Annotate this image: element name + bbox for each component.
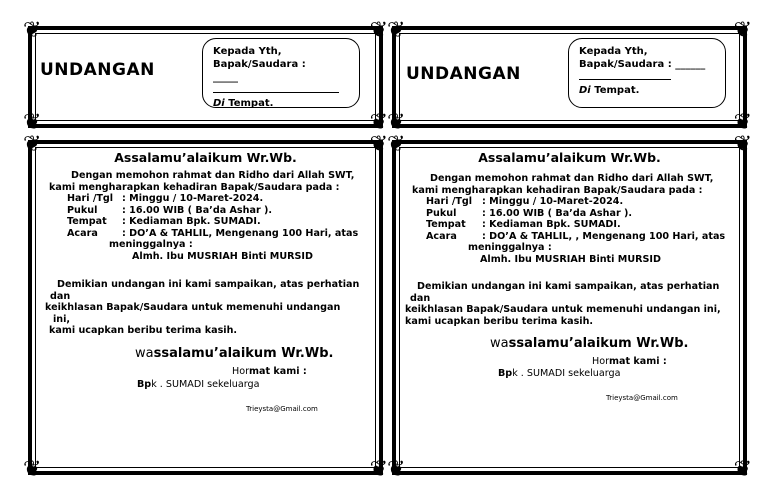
addressee-label: Kepada Yth, [213, 46, 282, 57]
regards-label: Hormat kami : [232, 366, 307, 377]
invitation-details [49, 170, 358, 262]
event-value-cont: meninggalnya : [109, 239, 193, 250]
time-value: : 16.00 WIB ( Ba’da Ashar ). [122, 204, 273, 216]
corner-ornament-icon: ❦ [387, 18, 406, 43]
intro-line: kami mengharapkan kehadiran Bapak/Saudara pada : [412, 184, 703, 196]
closing-line: dan [50, 290, 71, 302]
place-value: : Kediaman Bpk. SUMADI. [482, 219, 621, 230]
closing-line: kami ucapkan beribu terima kasih. [49, 325, 238, 336]
invitation-title: UNDANGAN [40, 60, 155, 80]
address-box [568, 38, 726, 108]
corner-ornament-icon: ❦ [23, 457, 42, 482]
time-value: : 16.00 WIB ( Ba’da Ashar ). [482, 207, 633, 219]
closing-line: dan [410, 292, 431, 304]
closing-line: keikhlasan Bapak/Saudara untuk memenuhi undangan [45, 302, 341, 313]
corner-ornament-icon: ❦ [23, 110, 42, 135]
farewell-greeting: wassalamu’alaikum Wr.Wb. [135, 346, 334, 361]
corner-ornament-icon: ❦ [733, 132, 752, 157]
closing-line: Demikian undangan ini kami sampaikan, atas perhatian [417, 281, 720, 292]
author-email: Trieysta@Gmail.com [606, 394, 678, 402]
addressee-name-label: Bapak/Saudara : [579, 59, 672, 70]
date-label: Hari /Tgl [67, 193, 114, 204]
regards-label: Hormat kami : [592, 356, 667, 367]
greeting-heading: Assalamu’alaikum Wr.Wb. [478, 150, 661, 165]
event-value-cont: meninggalnya : [468, 242, 552, 253]
corner-ornament-icon: ❦ [369, 457, 388, 482]
body-frame [23, 132, 388, 482]
closing-paragraph [405, 281, 721, 327]
addressee-rule [213, 85, 339, 93]
addressee-blank: _____ [213, 72, 238, 83]
date-value: : Minggu / 10-Maret-2024. [482, 196, 624, 207]
event-value: : DO’A & TAHLIL, Mengenang 100 Hari, atas [122, 227, 359, 239]
header-frame [23, 18, 388, 135]
corner-ornament-icon: ❦ [733, 457, 752, 482]
invitation-card-left [23, 18, 388, 482]
corner-ornament-icon: ❦ [733, 18, 752, 43]
addressee-blank: ______ [675, 59, 706, 70]
invitation-title: UNDANGAN [406, 64, 521, 84]
time-label: Pukul [426, 207, 457, 219]
corner-ornament-icon: ❦ [369, 18, 388, 43]
intro-line: kami mengharapkan kehadiran Bapak/Saudara pada : [49, 181, 340, 193]
corner-ornament-icon: ❦ [387, 132, 406, 157]
closing-paragraph [45, 279, 359, 337]
event-label: Acara [426, 230, 457, 242]
event-value: : DO’A & TAHLIL, , Mengenang 100 Hari, atas [482, 230, 726, 242]
corner-ornament-icon: ❦ [23, 18, 42, 43]
corner-ornament-icon: ❦ [369, 110, 388, 135]
date-label: Hari /Tgl [426, 196, 473, 207]
date-value: : Minggu / 10-Maret-2024. [122, 193, 264, 204]
greeting-heading: Assalamu’alaikum Wr.Wb. [114, 150, 297, 165]
place-label: Tempat [67, 216, 107, 227]
place-label: Tempat [426, 219, 466, 230]
time-label: Pukul [67, 204, 98, 216]
corner-ornament-icon: ❦ [369, 132, 388, 157]
header-frame [387, 18, 752, 135]
author-email: Trieysta@Gmail.com [246, 405, 318, 413]
corner-ornament-icon: ❦ [733, 110, 752, 135]
invitation-details [412, 173, 725, 265]
di-label: Di [579, 85, 591, 96]
corner-ornament-icon: ❦ [387, 110, 406, 135]
intro-line: Dengan memohon rahmat dan Ridho dari Allah SWT, [430, 173, 714, 184]
tempat-label: Tempat. [228, 98, 274, 109]
closing-line: keikhlasan Bapak/Saudara untuk memenuhi undangan ini, [405, 304, 721, 315]
address-box [202, 38, 360, 108]
closing-line: Demikian undangan ini kami sampaikan, atas perhatian [57, 279, 360, 290]
deceased-name: Almh. Ibu MUSRIAH Binti MURSID [132, 250, 313, 262]
corner-ornament-icon: ❦ [23, 132, 42, 157]
tempat-label: Tempat. [594, 85, 640, 96]
addressee-name-label: Bapak/Saudara : [213, 59, 306, 70]
farewell-greeting: wassalamu’alaikum Wr.Wb. [490, 336, 689, 351]
closing-line: kami ucapkan beribu terima kasih. [405, 315, 594, 327]
invitation-card-right [387, 18, 752, 482]
corner-ornament-icon: ❦ [387, 457, 406, 482]
deceased-name: Almh. Ibu MUSRIAH Binti MURSID [480, 253, 661, 265]
sender-name: Bpk . SUMADI sekeluarga [498, 368, 621, 379]
body-frame [387, 132, 752, 482]
place-value: : Kediaman Bpk. SUMADI. [122, 216, 261, 227]
di-label: Di [213, 98, 225, 109]
closing-line: ini, [53, 313, 71, 325]
addressee-label: Kepada Yth, [579, 46, 648, 57]
event-label: Acara [67, 227, 98, 239]
intro-line: Dengan memohon rahmat dan Ridho dari Allah SWT, [71, 170, 355, 181]
addressee-rule [579, 72, 671, 80]
sender-name: Bpk . SUMADI sekeluarga [137, 379, 260, 390]
